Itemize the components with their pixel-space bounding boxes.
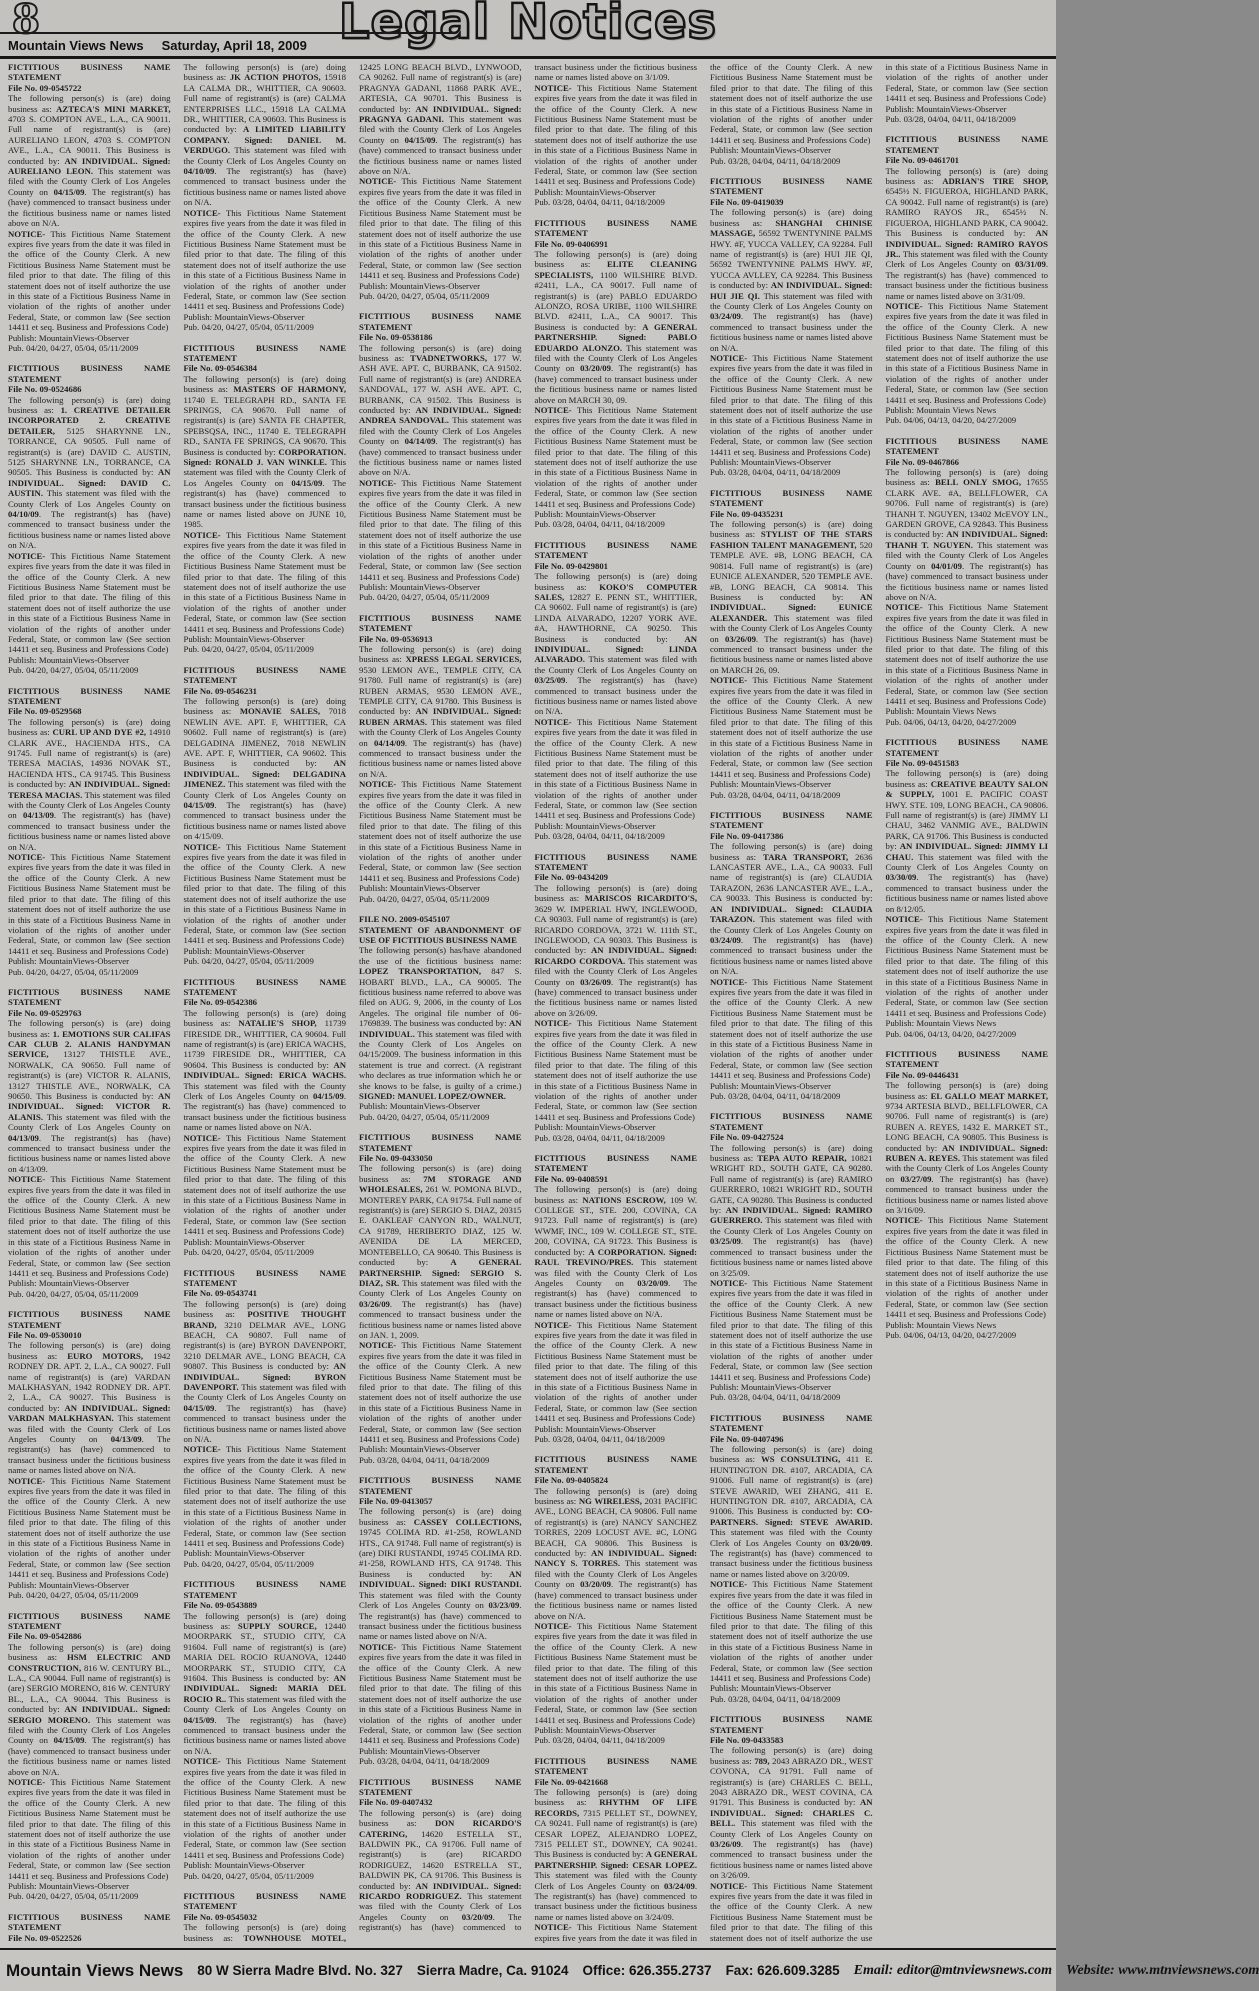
page-number: 8 — [12, 0, 40, 43]
notice-pub-dates: Pub. 04/20, 04/27, 05/04, 05/11/2009 — [8, 342, 139, 353]
notice-publish-line: Publish: MountainViews-Observer — [8, 1579, 130, 1590]
notice-disclaimer: NOTICE- This Fictitious Name Statement expires five years from the date it was filed in the office of the County Clerk. A new Fictitious Business Name Statement must be filed prior to that date. The filing of this statement does not of itself authorize the use in this state of a Fictitious Business Name in violation of the rights of another under Federal, State, or common law (See section 14411 et seq. Business and Professions Code) — [8, 228, 171, 333]
notice-body: The following person(s) is (are) doing business as: JK ACTION PHOTOS, 15918 LA CALMA DR., WHITTIER, CA 90603. Full name of registrant(s) is (are) CALMA ENTERPRISES LLC., 15918 LA CALMA DR., WHITTIER, CA 90603. This Business is conducted by: A LIMITED LIABILITY COMPANY. Signed: DANIEL M. VERDUGO. This statement was filed with the County Clerk of Los Angeles County on 04/10/09. The registrant(s) has (have) commenced to transact business under the fictitious business name or names listed above on N/A. — [183, 62, 347, 208]
notice-body: The following person(s) is (are) doing business as: NATALIE'S SHOP, 11739 FIRESIDE DR., WHITTIER, CA 90604. Full name of registrant(s) is (are) ERICA WACHS, 11739 FIRESIDE DR., WHITTIER, CA 90604. This Business is conducted by: AN INDIVIDUAL. Signed: ERICA WACHS. This statement was filed with the County Clerk of Los Angeles County on 04/15/09. The registrant(s) has (have) commenced to transact business under the fictitious business name or names listed above on N/A. — [183, 1007, 346, 1133]
notice-body: The following person(s) is (are) doing business as: EURO MOTORS, 1942 RODNEY DR. APT. 2, L.A., CA 90027. Full name of registrant(s) is (are) VARDAN MALKHASYAN, 1942 RODNEY DR. APT. 2, L.A., CA 90027. This Business is conducted by: AN INDIVIDUAL. Signed: VARDAN MALKHASYAN. This statement was filed with the County Clerk of Los Angeles County on 04/13/09. The registrant(s) has (have) commenced to transact business under the fictitious business name or names listed above on N/A. — [8, 1340, 171, 1476]
notice-file-number: File No. 09-0538186 — [359, 332, 433, 343]
notice-file-number: File No. 09-0446431 — [885, 1069, 960, 1080]
notice-body: The following person(s) is (are) doing business as: WS CONSULTING, 411 E. HUNTINGTON DR. #107, ARCADIA, CA 91006. Full name of registrant(s) is (are) STEVE AWARID, WEI ZHANG, 411 E. HUNTINGTON DR. #107, ARCADIA, CA 91006. This Business is conducted by: CO-PARTNERS. Signed: STEVE AWARID. This statement was filed with the County Clerk of Los Angeles County on 03/20/09. The registrant(s) has (have) commenced to transact business under the fictitious business name or names listed above on 3/20/09. — [710, 1444, 873, 1579]
notice-publish-line: Publish: MountainViews-Observer — [710, 1080, 832, 1091]
notice-pub-dates: Pub. 04/20, 04/27, 05/04, 05/11/2009 — [359, 893, 490, 904]
notice-pub-dates: Pub. 03/28, 04/04, 04/11, 04/18/2009 — [710, 1392, 841, 1403]
notice-pub-dates: Pub. 03/28, 04/04, 04/11, 04/18/2009 — [359, 1756, 490, 1767]
legal-notice — [535, 1153, 698, 1444]
notice-heading: FICTITIOUS BUSINESS NAME STATEMENT — [534, 217, 697, 239]
legal-notice — [8, 987, 171, 1299]
legal-notice — [359, 311, 522, 602]
notice-file-number: File No. 09-0407432 — [359, 1797, 433, 1808]
page-footer — [0, 1948, 1259, 1991]
notice-publish-line: Publish: MountainViews-Observer — [710, 457, 832, 468]
legal-notice — [8, 1309, 171, 1600]
notice-publish-line: Publish: MountainViews-Observer — [534, 820, 656, 831]
notice-heading: FICTITIOUS BUSINESS NAME STATEMENT — [534, 1454, 697, 1475]
notice-body: The following person(s) is (are) doing business as: 1. EMOTIONS SUR CALIFAS CAR CLUB 2. ALANIS HANDYMAN SERVICE, 13127 THISTLE AVE., NORWALK, CA 90650. Full name of registrant(s) is (are) VICTOR R. ALANIS, 13127 THISTLE AVE., NORWALK, CA 90650. This Business is conducted by: AN INDIVIDUAL. Signed: VICTOR R. ALANIS. This statement was filed with the County Clerk of Los Angeles County on 04/13/09. The registrant(s) has (have) commenced to transact business under the fictitious business name or names listed above on 4/13/09. — [8, 1018, 171, 1174]
notice-heading: FICTITIOUS BUSINESS NAME STATEMENT — [8, 62, 171, 83]
notice-file-number: File No. 09-0522526 — [8, 1932, 82, 1943]
notice-publish-line: Publish: MountainViews-Observer — [359, 1444, 481, 1455]
notice-disclaimer: NOTICE- This Fictitious Name Statement expires five years from the date it was filed in the office of the County Clerk. A new Fictitious Business Name Statement must be filed prior to that date. The filing of this statement does not of itself authorize the use in this state of a Fictitious Business Name in violation of the rights of another under Federal, State, or common law (See section 14411 et seq. Business and Professions Code) — [359, 779, 522, 883]
legal-notice — [359, 914, 522, 1122]
notice-file-number: File No. 09-0408591 — [534, 1173, 609, 1184]
page-header — [0, 0, 1056, 59]
notice-publish-line: Publish: MountainViews-Observer — [183, 311, 305, 322]
notice-publish-line: Publish: MountainViews-Observer — [359, 280, 481, 291]
notice-disclaimer: NOTICE- This Fictitious Name Statement expires five years from the date it was filed in the office of the County Clerk. A new Fictitious Business Name Statement must be filed prior to that date. The filing of this statement does not of itself authorize the use in this state of a Fictitious Business Name in violation of the rights of another under Federal, State, or common law (See section 14411 et seq. Business and Professions Code) — [359, 1641, 522, 1746]
notice-publish-line: Publish: MountainViews-Observer — [534, 1724, 656, 1735]
masthead-row — [0, 32, 456, 55]
notice-disclaimer: NOTICE- This Fictitious Name Statement expires five years from the date it was filed in the office of the County Clerk. A new Fictitious Business Name Statement must be filed prior to that date. The filing of this statement does not of itself authorize the use in this state of a Fictitious Business Name in violation of the rights of another under Federal, State, or common law (See section 14411 et seq. Business and Professions Code) — [534, 1620, 697, 1725]
notice-publish-line: Publish: MountainViews-Observer — [8, 654, 130, 665]
notice-heading: FICTITIOUS BUSINESS NAME STATEMENT — [183, 342, 346, 363]
notice-heading: FICTITIOUS BUSINESS NAME STATEMENT — [534, 1755, 697, 1777]
notice-heading: FICTITIOUS BUSINESS NAME STATEMENT — [183, 976, 346, 997]
notice-body: The following person(s) is (are) doing business as: SHANGHAI CHINISE MASSAGE, 56592 TWENTYNINE PALMS HWY. #F, YUCCA VALLEY, CA 92284. Full name of registrant(s) is (are) HUI JIE QI, 56592 TWENTYNINE PALMS HWY. #F, YUCCA AVLLEY, CA 92284. This Business is conducted by: AN INDIVIDUAL. Signed: HUI JIE QI. This statement was filed with the County Clerk of Los Angeles County on 03/24/09. The registrant(s) has (have) commenced to transact business under the fictitious business name or names listed above on N/A. — [710, 207, 873, 353]
notice-disclaimer: NOTICE- This Fictitious Name Statement expires five years from the date it was filed in the office of the County Clerk. A new Fictitious Business Name Statement must be filed prior to that date. The filing of this statement does not of itself authorize the use in this state of a Fictitious Business Name in violation of the rights of another under Federal, State, or common law (See section 14411 et seq. Business and Professions Code) — [359, 176, 522, 281]
notice-body: The following person(s) is (are) doing business as: HSM ELECTRIC AND CONSTRUCTION, 816 W. CENTURY BL., L.A., CA 90044. Full name of registrant(s) is (are) SERGIO MORENO, 816 W. CENTURY BL., L.A., CA 90044. This Business is conducted by: AN INDIVIDUAL. Signed: SERGIO MORENO. This statement was filed with the County Clerk of Los Angeles County on 04/15/09. The registrant(s) has (have) commenced to transact business under the fictitious business name or names listed above on N/A. — [8, 1641, 171, 1777]
notice-file-number: File No. 09-0413057 — [359, 1496, 433, 1507]
notice-publish-line: Publish: MountainViews-Observer — [534, 509, 656, 520]
notice-file-number: File No. 09-0543741 — [183, 1288, 258, 1299]
notice-heading: FICTITIOUS BUSINESS NAME STATEMENT — [710, 1412, 873, 1434]
notice-disclaimer: NOTICE- This Fictitious Name Statement expires five years from the date it was filed in the office of the County Clerk. A new Fictitious Business Name Statement must be filed prior to that date. The filing of this statement does not of itself authorize the use in this state of a Fictitious Business Name in violation of the rights of another under Federal, State, or common law (See section 14411 et seq. Business and Professions Code) — [885, 914, 1048, 1018]
notice-file-number: File No. 09-0419039 — [710, 196, 784, 207]
notice-publish-line: Publish: MountainViews-Observer — [8, 1278, 130, 1289]
notice-pub-dates: Pub. 04/20, 04/27, 05/04, 05/11/2009 — [183, 956, 314, 967]
legal-notice — [8, 62, 171, 353]
notice-heading: FICTITIOUS BUSINESS NAME STATEMENT — [359, 1776, 522, 1797]
notice-heading: FICTITIOUS BUSINESS NAME STATEMENT — [359, 1132, 522, 1153]
notice-heading: FICTITIOUS BUSINESS NAME STATEMENT — [710, 176, 873, 197]
notice-body: The following person(s) is (are) doing business as: CURL UP AND DYE #2, 14910 CLARK AVE., HACIENDA HTS., CA 91745. Full name of registrant(s) is (are) TERESA MACIAS, 14936 NOVAK ST., HACIENDA HTS., CA 91745. This Business is conducted by: AN INDIVIDUAL. Signed: TERESA MACIAS. This statement was filed with the County Clerk of Los Angeles County on 04/13/09. The registrant(s) has (have) commenced to transact business under the fictitious business name or names listed above on N/A. — [8, 716, 171, 852]
notice-disclaimer: NOTICE- This Fictitious Name Statement expires five years from the date it was filed in the office of the County Clerk. A new Fictitious Business Name Statement must be filed prior to that date. The filing of this statement does not of itself authorize the use in this state of a Fictitious Business Name in violation of the rights of another under Federal, State, or common law (See section 14411 et seq. Business and Professions Code) — [710, 62, 1048, 1943]
footer-email: Email: editor@mtnviewsnews.com — [853, 1962, 1052, 1978]
notice-file-number: File No. 09-0406991 — [534, 238, 609, 249]
legal-notice — [535, 852, 698, 1143]
notice-disclaimer: NOTICE- This Fictitious Name Statement expires five years from the date it was filed in the office of the County Clerk. A new Fictitious Business Name Statement must be filed prior to that date. The filing of this statement does not of itself authorize the use in this state of a Fictitious Business Name in violation of the rights of another under Federal, State, or common law (See section 14411 et seq. Business and Professions Code) — [8, 852, 171, 956]
notice-body: The following person(s) is (are) doing business as: SUPPLY SOURCE, 12440 MOORPARK ST., STUDIO CITY, CA 91604. Full name of registrant(s) is (are) MARIA DEL ROCIO RUANOVA, 12440 MOORPARK ST., STUDIO CITY, CA 91604. This Business is conducted by: AN INDIVIDUAL. Signed: MARIA DEL ROCIO R.. This statement was filed with the County Clerk of Los Angeles County on 04/15/09. The registrant(s) has (have) commenced to transact business under the fictitious business name or names listed above on N/A. — [183, 1610, 347, 1756]
notice-pub-dates: Pub. 04/20, 04/27, 05/04, 05/11/2009 — [183, 644, 314, 655]
notice-disclaimer: NOTICE- This Fictitious Name Statement expires five years from the date it was filed in the office of the County Clerk. A new Fictitious Business Name Statement must be filed prior to that date. The filing of this statement does not of itself authorize the use in this state of a Fictitious Business Name in violation of the rights of another under Federal, State, or common law (See section 14411 et seq. Business and Professions Code) — [885, 602, 1048, 706]
notice-publish-line: Publish: MountainViews-Observer — [8, 956, 130, 967]
legal-notice — [8, 686, 171, 977]
notice-heading: FICTITIOUS BUSINESS NAME STATEMENT — [885, 1048, 1048, 1070]
notice-publish-line: Publish: MountainViews-Observer — [534, 186, 656, 197]
notice-file-number: File No. 09-0545032 — [183, 1911, 258, 1922]
notice-pub-dates: Pub. 04/06, 04/13, 04/20, 04/27/2009 — [885, 1028, 1017, 1039]
notice-heading: FICTITIOUS BUSINESS NAME STATEMENT — [8, 685, 171, 706]
notice-pub-dates: Pub. 03/28, 04/04, 04/11, 04/18/2009 — [710, 1693, 841, 1704]
notice-pub-dates: Pub. 04/20, 04/27, 05/04, 05/11/2009 — [359, 290, 490, 301]
notice-pub-dates: Pub. 03/28, 04/04, 04/11, 04/18/2009 — [885, 114, 1016, 125]
notice-pub-dates: Pub. 04/06, 04/13, 04/20, 04/27/2009 — [885, 415, 1017, 426]
notice-disclaimer: NOTICE- This Fictitious Name Statement expires five years from the date it was filed in the office of the County Clerk. A new Fictitious Business Name Statement must be filed prior to that date. The filing of this statement does not of itself authorize the use in this state of a Fictitious Business Name in violation of the rights of another under Federal, State, or common law (See section 14411 et seq. Business and Professions Code) — [534, 62, 873, 1943]
notice-pub-dates: Pub. 04/20, 04/27, 05/04, 05/11/2009 — [8, 1891, 139, 1902]
notice-file-number: File No. 09-0529763 — [8, 1007, 82, 1018]
notice-body: The following person(s) is (are) doing business as: BELL ONLY SMOG, 17655 CLARK AVE. #A, BELLFLOWER, CA 90706. Full name of registrant(s) is (are) THANH T. NGUYEN, 13402 McEVOY LN., GARDEN GROVE, CA 92843. This Business is conducted by: AN INDIVIDUAL. Signed: THANH T. NGUYEN. This statement was filed with the County Clerk of Los Angeles County on 04/01/09. The registrant(s) has (have) commenced to transact business under the fictitious business name or names listed above on N/A. — [885, 467, 1049, 602]
notice-heading: FICTITIOUS BUSINESS NAME STATEMENT — [710, 1111, 873, 1132]
notice-pub-dates: Pub. 03/28, 04/04, 04/11, 04/18/2009 — [534, 1132, 665, 1143]
notice-disclaimer: NOTICE- This Fictitious Name Statement expires five years from the date it was filed in the office of the County Clerk. A new Fictitious Business Name Statement must be filed prior to that date. The filing of this statement does not of itself authorize the use in this state of a Fictitious Business Name in violation of the rights of another under Federal, State, or common law (See section 14411 et seq. Business and Professions Code) — [183, 841, 346, 946]
notice-heading: FICTITIOUS BUSINESS NAME STATEMENT — [359, 1475, 522, 1496]
notice-file-number: File No. 09-0546231 — [183, 685, 258, 696]
notice-body: The following person(s) is (are) doing business as: NG WIRELESS, 2031 PACIFIC AVE., LONG BEACH, CA 90806. Full name of registrant(s) is (are) NANCY SANCHEZ TORRES, 2209 LOCUST AVE. #C, LONG BEACH, CA 90806. This Business is conducted by: AN INDIVIDUAL. Signed: NANCY S. TORRES. This statement was filed with the County Clerk of Los Angeles County on 03/20/09. The registrant(s) has (have) commenced to transact business under the fictitious business name or names listed above on N/A. — [534, 1485, 698, 1621]
notice-file-number: File No. 09-0536913 — [359, 633, 433, 644]
footer-address-2: Sierra Madre, Ca. 91024 — [416, 1963, 569, 1978]
notice-file-number: File No. 09-0434209 — [534, 872, 609, 883]
legal-notice — [710, 1413, 873, 1704]
notice-file-number: File No. 09-0405824 — [534, 1475, 609, 1486]
notice-heading: FICTITIOUS BUSINESS NAME STATEMENT — [359, 612, 522, 634]
notice-disclaimer: NOTICE- This Fictitious Name Statement expires five years from the date it was filed in the office of the County Clerk. A new Fictitious Business Name Statement must be filed prior to that date. The filing of this statement does not of itself authorize the use in this state of a Fictitious Business Name in violation of the rights of another under Federal, State, or common law (See section 14411 et seq. Business and Professions Code) — [359, 477, 522, 582]
notice-publish-line: Publish: Mountain Views News — [885, 1319, 997, 1330]
notice-disclaimer: NOTICE- This Fictitious Name Statement expires five years from the date it was filed in the office of the County Clerk. A new Fictitious Business Name Statement must be filed prior to that date. The filing of this statement does not of itself authorize the use in this state of a Fictitious Business Name in violation of the rights of another under Federal, State, or common law (See section 14411 et seq. Business and Professions Code) — [534, 82, 697, 187]
notice-file-number: File No. 09-0545722 — [8, 82, 82, 93]
notice-publish-line: Publish: Mountain Views News — [885, 706, 997, 717]
notice-pub-dates: Pub. 04/20, 04/27, 05/04, 05/11/2009 — [359, 592, 490, 603]
notice-disclaimer: NOTICE- This Fictitious Name Statement expires five years from the date it was filed in the office of the County Clerk. A new Fictitious Business Name Statement must be filed prior to that date. The filing of this statement does not of itself authorize the use in this state of a Fictitious Business Name in violation of the rights of another under Federal, State, or common law (See section 14411 et seq. Business and Professions Code) — [534, 716, 697, 821]
notice-file-number: File No. 09-0427524 — [710, 1132, 784, 1143]
notice-pub-dates: Pub. 04/06, 04/13, 04/20, 04/27/2009 — [885, 1329, 1017, 1340]
notice-pub-dates: Pub. 04/06, 04/13, 04/20, 04/27/2009 — [885, 716, 1017, 727]
notice-disclaimer: NOTICE- This Fictitious Name Statement expires five years from the date it was filed in the office of the County Clerk. A new Fictitious Business Name Statement must be filed prior to that date. The filing of this statement does not of itself authorize the use in this state of a Fictitious Business Name in violation of the rights of another under Federal, State, or common law (See section 14411 et seq. Business and Professions Code) — [710, 352, 873, 457]
footer-address-1: 80 W Sierra Madre Blvd. No. 327 — [197, 1963, 403, 1978]
footer-office-phone: Office: 626.355.2737 — [582, 1963, 712, 1978]
footer-fax-phone: Fax: 626.609.3285 — [725, 1963, 840, 1978]
legal-notice — [184, 1268, 347, 1570]
notice-disclaimer: NOTICE- This Fictitious Name Statement expires five years from the date it was filed in the office of the County Clerk. A new Fictitious Business Name Statement must be filed prior to that date. The filing of this statement does not of itself authorize the use in this state of a Fictitious Business Name in violation of the rights of another under Federal, State, or common law (See section 14411 et seq. Business and Professions Code) — [534, 1018, 697, 1122]
notice-pub-dates: Pub. 03/28, 04/04, 04/11, 04/18/2009 — [359, 1454, 490, 1465]
legal-notice — [886, 134, 1049, 425]
notice-pub-dates: Pub. 04/20, 04/27, 05/04, 05/11/2009 — [8, 665, 139, 676]
notice-disclaimer: NOTICE- This Fictitious Name Statement expires five years from the date it was filed in the office of the County Clerk. A new Fictitious Business Name Statement must be filed prior to that date. The filing of this statement does not of itself authorize the use in this state of a Fictitious Business Name in violation of the rights of another under Federal, State, or common law (See section 14411 et seq. Business and Professions Code) — [183, 1756, 346, 1860]
legal-notice — [710, 488, 873, 800]
notice-disclaimer: NOTICE- This Fictitious Name Statement expires five years from the date it was filed in the office of the County Clerk. A new Fictitious Business Name Statement must be filed prior to that date. The filing of this statement does not of itself authorize the use in this state of a Fictitious Business Name in violation of the rights of another under Federal, State, or common law (See section 14411 et seq. Business and Professions Code) — [885, 300, 1048, 405]
section-title: Legal Notices — [338, 0, 718, 50]
notice-file-number: File No. 09-0429801 — [534, 560, 609, 571]
notice-disclaimer: NOTICE- This Fictitious Name Statement expires five years from the date it was filed in the office of the County Clerk. A new Fictitious Business Name Statement must be filed prior to that date. The filing of this statement does not of itself authorize the use in this state of a Fictitious Business Name in violation of the rights of another under Federal, State, or common law (See section 14411 et seq. Business and Professions Code) — [710, 675, 873, 779]
notice-disclaimer: NOTICE- This Fictitious Name Statement expires five years from the date it was filed in the office of the County Clerk. A new Fictitious Business Name Statement must be filed prior to that date. The filing of this statement does not of itself authorize the use in this state of a Fictitious Business Name in violation of the rights of another under Federal, State, or common law (See section 14411 et seq. Business and Professions Code) — [359, 1340, 522, 1444]
notice-heading: FICTITIOUS BUSINESS NAME STATEMENT — [534, 851, 697, 873]
notice-publish-line: Publish: MountainViews-Observer — [359, 581, 481, 592]
notice-disclaimer: NOTICE- This Fictitious Name Statement expires five years from the date it was filed in the office of the County Clerk. A new Fictitious Business Name Statement must be filed prior to that date. The filing of this statement does not of itself authorize the use in this state of a Fictitious Business Name in violation of the rights of another under Federal, State, or common law (See section 14411 et seq. Business and Professions Code) — [183, 1132, 346, 1237]
notice-pub-dates: Pub. 03/28, 04/04, 04/11, 04/18/2009 — [710, 155, 841, 166]
notice-publish-line: Publish: Mountain Views News — [885, 1018, 997, 1029]
issue-date: Saturday, April 18, 2009 — [161, 38, 307, 53]
notice-body: The following person(s) is (are) doing business as: 7M STORAGE AND WHOLESALES, 261 W. POMONA BLVD., MONTEREY PARK, CA 91754. Full name of registrant(s) is (are) SERGIO S. DIAZ, 20315 E. OAKLEAF CANYON RD., WALNUT, CA 91789, HERIBERTO DIAZ, 125 W. AVENIDA DE LA MERCED, MONTEBELLO, CA 90640. This Business is conducted by: A GENERAL PARTNERSHIP. Signed: SERGIO S. DIAZ, SR. This statement was filed with the County Clerk of Los Angeles County on 03/26/09. The registrant(s) has (have) commenced to transact business under the fictitious business name or names listed above on JAN. 1, 2009. — [359, 1163, 522, 1340]
notice-heading: FICTITIOUS BUSINESS NAME STATEMENT — [710, 1714, 873, 1735]
notice-publish-line: Publish: MountainViews-Observer — [183, 1236, 305, 1247]
notice-pub-dates: Pub. 04/20, 04/27, 05/04, 05/11/2009 — [183, 1870, 314, 1881]
notice-publish-line: Publish: MountainViews-Observer — [710, 1381, 832, 1392]
notice-publish-line: Publish: MountainViews-Observer — [710, 779, 832, 790]
legal-notice — [359, 1132, 522, 1465]
legal-notice — [535, 1454, 698, 1745]
footer-paper-name: Mountain Views News — [6, 1960, 184, 1980]
notice-body: The following person(s) is (are) doing business as: NATIONS ESCROW, 109 W. COLLEGE ST., STE. 200, COVINA, CA 91723. Full name of registrant(s) is (are) WWMF, INC., 109 W. COLLEGE ST., STE. 200, COVINA, CA 91723. This Business is conducted by: A CORPORATION. Signed: RAUL TREVINO/PRES. This statement was filed with the County Clerk of Los Angeles County on 03/20/09. The registrant(s) has (have) commenced to transact business under the fictitious business name or names listed above on N/A. — [534, 1184, 697, 1320]
notice-body: The following person(s) is (are) doing business as: EL GALLO MEAT MARKET, 9734 ARTESIA BLVD., BELLFLOWER, CA 90706. Full name of registrant(s) is (are) RUBEN A. REYES, 1432 E. MARKET ST., LONG BEACH, CA 90805. This Business is conducted by: AN INDIVIDUAL. Signed: RUBEN A. REYES. This statement was filed with the County Clerk of Los Angeles County on 03/27/09. The registrant(s) has (have) commenced to transact business under the fictitious business name or names listed above on 3/16/09. — [885, 1080, 1049, 1216]
legal-notice — [535, 218, 698, 530]
legal-notice — [184, 977, 347, 1258]
notice-pub-dates: Pub. 03/28, 04/04, 04/11, 04/18/2009 — [710, 1091, 841, 1101]
notice-publish-line: Publish: MountainViews-Observer — [534, 1122, 656, 1133]
notice-disclaimer: NOTICE- This Fictitious Name Statement expires five years from the date it was filed in the office of the County Clerk. A new Fictitious Business Name Statement must be filed prior to that date. The filing of this statement does not of itself authorize the use in this state of a Fictitious Business Name in violation of the rights of another under Federal, State, or common law (See section 14411 et seq. Business and Professions Code) — [710, 1277, 873, 1382]
notice-publish-line: Publish: Mountain Views News — [885, 405, 997, 415]
notice-file-number: File No. 09-0530010 — [8, 1329, 82, 1340]
notice-publish-line: Publish: MountainViews-Observer — [8, 1881, 130, 1892]
notice-publish-line: Publish: MountainViews-Observer — [183, 633, 305, 644]
notice-heading: FICTITIOUS BUSINESS NAME STATEMENT — [8, 986, 171, 1008]
notice-heading: FICTITIOUS BUSINESS NAME STATEMENT — [534, 539, 697, 561]
notice-pub-dates: Pub. 03/28, 04/04, 04/11, 04/18/2009 — [534, 1735, 665, 1746]
notice-disclaimer: NOTICE- This Fictitious Name Statement expires five years from the date it was filed in the office of the County Clerk. A new Fictitious Business Name Statement must be filed prior to that date. The filing of this statement does not of itself authorize the use in this state of a Fictitious Business Name in violation of the rights of another under Federal, State, or common law (See section 14411 et seq. Business and Professions Code) — [8, 550, 171, 655]
notice-publish-line: Publish: MountainViews-Observer — [710, 145, 832, 156]
notice-disclaimer: NOTICE- This Fictitious Name Statement expires five years from the date it was filed in the office of the County Clerk. A new Fictitious Business Name Statement must be filed prior to that date. The filing of this statement does not of itself authorize the use in this state of a Fictitious Business Name in violation of the rights of another under Federal, State, or common law (See section 14411 et seq. Business and Professions Code) — [8, 1475, 171, 1580]
notice-body: The following person(s) is (are) doing business as: MARISCOS RICARDITO'S, 3629 W. IMPERIAL HWY, INGLEWOOD, CA 90303. Full name of registrant(s) is (are) RICARDO CORDOVA, 3721 W. 111th ST., INGLEWOOD, CA 90303. This Business is conducted by: AN INDIVIDUAL. Signed: RICARDO CORDOVA. This statement was filed with the County Clerk of Los Angeles County on 03/26/09. The registrant(s) has (have) commenced to transact business under the fictitious business name or names listed above on 3/26/09. — [534, 882, 697, 1018]
legal-notice — [359, 1475, 522, 1766]
notice-pub-dates: Pub. 03/28, 04/04, 04/11, 04/18/2009 — [534, 831, 665, 842]
notice-publish-line: Publish: MountainViews-Observer — [183, 1548, 305, 1559]
legal-notice — [886, 737, 1049, 1039]
notice-body: The following person(s) is (are) doing business as: TARA TRANSPORT, 2636 LANCASTER AVE., L.A., CA 90033. Full name of registrant(s) is (are) CLAUDIA TARAZON, 2636 LANCASTER AVE., L.A., CA 90033. This Business is conducted by: AN INDIVIDUAL. Signed: CLAUDIA TARAZON. This statement was filed with the County Clerk of Los Angeles County on 03/24/09. The registrant(s) has (have) commenced to transact business under the fictitious business name or names listed above on N/A. — [710, 841, 873, 977]
notice-body: The following person(s) is (are) doing business as: TEPA AUTO REPAIR, 10821 WRIGHT RD., SOUTH GATE, CA 90280. Full name of registrant(s) is (are) RAMIRO GUERRERO, 10821 WRIGHT RD., SOUTH GATE, CA 90280. This Business is conducted by: AN INDIVIDUAL. Signed: RAMIRO GUERRERO. This statement was filed with the County Clerk of Los Angeles County on 03/25/09. The registrant(s) has (have) commenced to transact business under the fictitious business name or names listed above on 3/25/09. — [710, 1142, 873, 1278]
notice-pub-dates: Pub. 04/20, 04/27, 05/04, 05/11/2009 — [8, 1288, 139, 1299]
notice-body: The following person(s) is (are) doing business as: TVADNETWORKS, 177 W. ASH AVE. APT. C, BURBANK, CA 91502. Full name of registrant(s) is (are) ANDREA SANDOVAL, 177 W. ASH AVE. APT. C, BURBANK, CA 91502. This Business is conducted by: AN INDIVIDUAL. Signed: ANDREA SANDOVAL. This statement was filed with the County Clerk of Los Angeles County on 04/14/09. The registrant(s) has (have) commenced to transact business under the fictitious business name or names listed above on N/A. — [359, 342, 522, 478]
notice-publish-line: Publish: MountainViews-Observer — [8, 332, 130, 343]
legal-notice — [184, 343, 347, 655]
notice-file-number: File No. 09-0451583 — [885, 758, 960, 768]
notice-heading: FICTITIOUS BUSINESS NAME STATEMENT — [8, 1610, 171, 1631]
legal-notice — [8, 363, 171, 675]
notice-publish-line: Publish: MountainViews-Observer — [534, 1423, 656, 1434]
notice-file-number: File No. 09-0467866 — [885, 456, 960, 467]
notice-pub-dates: Pub. 04/20, 04/27, 05/04, 05/11/2009 — [8, 966, 139, 977]
notice-heading: FICTITIOUS BUSINESS NAME STATEMENT — [885, 737, 1048, 758]
notice-body: The following person(s) is (are) doing business as: ELITE CLEANING SPECIALISTS, 1100 WILSHIRE BLVD. #2411, L.A., CA 90017. Full name of registrant(s) is (are) PABLO EDUARDO ALONZO, ROSA URIBE, 1100 WILSHIRE BLVD. #2411, L.A., CA 90017. This Business is conducted by: A GENERAL PARTNERSHIP. Signed: PABLO EDUARDO ALONZO. This statement was filed with the County Clerk of Los Angeles County on 03/20/09. The registrant(s) has (have) commenced to transact business under the fictitious business name or names listed above on MARCH 30, 09. — [534, 248, 697, 405]
notice-publish-line: Publish: MountainViews-Observer — [183, 945, 305, 956]
notice-pub-dates: Pub. 04/20, 04/27, 05/04, 05/11/2009 — [183, 1558, 314, 1569]
notice-publish-line: Publish: MountainViews-Observer — [710, 1683, 832, 1694]
notice-pub-dates: Pub. 03/28, 04/04, 04/11, 04/18/2009 — [534, 519, 665, 530]
notice-body: The following person(s) is (are) doing business as: MASTERS OF HARMONY, 11740 E. TELEGRAPH RD., SANTA FE SPRINGS, CA 90670. Full name of registrant(s) is (are) SANTA FE CHAPTER, SPEBSQSA, INC., 11740 E. TELEGRAPH RD., SANTA FE SPRINGS, CA 90670. This Business is conducted by: CORPORATION. Signed: RONALD J. VAN WINKLE. This statement was filed with the County Clerk of Los Angeles County on 04/15/09. The registrant(s) has (have) commenced to transact business under the fictitious business name or names listed above on JUNE 10, 1985. — [183, 373, 347, 530]
notice-publish-line: Publish: MountainViews-Observer — [359, 1745, 481, 1756]
notice-body: The following person(s) is (are) doing business as: STYLIST OF THE STARS FASHION TALENT MANAGEMENT, 520 TEMPLE AVE. #B, LONG BEACH, CA 90814. Full name of registrant(s) is (are) EUNICE ALEXANDER, 520 TEMPLE AVE. #B, LONG BEACH, CA 90814. This Business is conducted by: AN INDIVIDUAL. Signed: EUNICE ALEXANDER. This statement was filed with the County Clerk of Los Angeles County on 03/26/09. The registrant(s) has (have) commenced to transact business under the fictitious business name or names listed above on MARCH 26, 09. — [710, 519, 873, 675]
notice-heading: FICTITIOUS BUSINESS NAME STATEMENT — [183, 1579, 346, 1600]
notice-pub-dates: Pub. 04/20, 04/27, 05/04, 05/11/2009 — [8, 1590, 139, 1601]
legal-notice — [710, 176, 873, 478]
notice-pub-dates: Pub. 03/28, 04/04, 04/11, 04/18/2009 — [534, 1434, 665, 1444]
notice-body: The following person(s) is (are) doing business as: XPRESS LEGAL SERVICES, 9530 LEMON AVE., TEMPLE CITY, CA 91780. Full name of registrant(s) is (are) RUBEN ARMAS, 9530 LEMON AVE., TEMPLE CITY, CA 91780. This Business is conducted by: AN INDIVIDUAL. Signed: RUBEN ARMAS. This statement was filed with the County Clerk of Los Angeles County on 04/14/09. The registrant(s) has (have) commenced to transact business under the fictitious business name or names listed above on N/A. — [359, 643, 522, 779]
notice-heading: FICTITIOUS BUSINESS NAME STATEMENT — [183, 664, 346, 686]
notice-file-number: File No. 09-0529568 — [8, 706, 82, 717]
notice-heading: FICTITIOUS BUSINESS NAME STATEMENT — [183, 1267, 346, 1288]
notice-disclaimer: NOTICE- This Fictitious Name Statement expires five years from the date it was filed in the office of the County Clerk. A new Fictitious Business Name Statement must be filed prior to that date. The filing of this statement does not of itself authorize the use in this state of a Fictitious Business Name in violation of the rights of another under Federal, State, or common law (See section 14411 et seq. Business and Professions Code) — [8, 1174, 171, 1278]
notice-file-number: File No. 09-0417386 — [710, 830, 784, 841]
masthead: Mountain Views News — [8, 38, 144, 53]
notice-body: The following person(s) is (are) doing business as: POSITIVE THOUGHT BRAND, 3210 DELMAR AVE., LONG BEACH, CA 90807. Full name of registrant(s) is (are) BYRON DAVENPORT, 3210 DELMAR AVE., LONG BEACH, CA 90807. This Business is conducted by: AN INDIVIDUAL. Signed: BYRON DAVENPORT. This statement was filed with the County Clerk of Los Angeles County on 04/15/09. The registrant(s) has (have) commenced to transact business under the fictitious business name or names listed above on N/A. — [183, 1298, 346, 1444]
notice-heading: FICTITIOUS BUSINESS NAME STATEMENT — [885, 134, 1048, 155]
legal-notice — [710, 1111, 873, 1402]
notice-heading: FICTITIOUS BUSINESS NAME STATEMENT — [8, 363, 171, 384]
notice-file-number: File No. 09-0435231 — [710, 508, 784, 519]
notice-disclaimer: NOTICE- This Fictitious Name Statement expires five years from the date it was filed in the office of the County Clerk. A new Fictitious Business Name Statement must be filed prior to that date. The filing of this statement does not of itself authorize the use in this state of a Fictitious Business Name in violation of the rights of another under Federal, State, or common law (See section 14411 et seq. Business and Professions Code) — [534, 405, 697, 509]
notice-disclaimer: NOTICE- This Fictitious Name Statement expires five years from the date it was filed in the office of the County Clerk. A new Fictitious Business Name Statement must be filed prior to that date. The filing of this statement does not of itself authorize the use in this state of a Fictitious Business Name in violation of the rights of another under Federal, State, or common law (See section 14411 et seq. Business and Professions Code) — [710, 1579, 873, 1683]
notice-body: The following person(s) is (are) doing business as: 789, 2043 ABRAZO DR., WEST COVONA, CA 91791. Full name of registrant(s) is (are) CHARLES C. BELL, 2043 ABRAZO DR., WEST COVINA, CA 91791. This Business is conducted by: AN INDIVIDUAL. Signed: CHARLES C. BELL. This statement was filed with the County Clerk of Los Angeles County on 03/26/09. The registrant(s) has (have) commenced to transact business under the fictitious business name or names listed above on 3/26/09. — [710, 1745, 873, 1881]
notice-body: The following person(s) is (are) doing business as: 1. CREATIVE DETAILER INCORPORATED 2. CREATIVE DETAILER, 5125 SHARYNNE LN., TORRANCE, CA 90505. Full name of registrant(s) is (are) DAVID C. AUSTIN, 5125 SHARYNNE LN., TORRANCE, CA 90505. This Business is conducted by: AN INDIVIDUAL. Signed: DAVID C. AUSTIN. This statement was filed with the County Clerk of Los Angeles County on 04/10/09. The registrant(s) has (have) commenced to transact business under the fictitious business name or names listed above on N/A. — [8, 394, 171, 551]
notice-file-number: File No. 09-0407496 — [710, 1433, 784, 1444]
notice-file-number: File No. 09-0543889 — [183, 1600, 258, 1611]
notice-heading: FICTITIOUS BUSINESS NAME STATEMENT — [8, 1911, 171, 1933]
notice-disclaimer: NOTICE- This Fictitious Name Statement expires five years from the date it was filed in the office of the County Clerk. A new Fictitious Business Name Statement must be filed prior to that date. The filing of this statement does not of itself authorize the use in this state of a Fictitious Business Name in violation of the rights of another under Federal, State, or common law (See section 14411 et seq. Business and Professions Code) — [183, 1444, 346, 1549]
legal-notice — [710, 810, 873, 1101]
notice-heading: FICTITIOUS BUSINESS NAME STATEMENT — [359, 311, 522, 332]
notice-disclaimer: NOTICE- This Fictitious Name Statement expires five years from the date it was filed in the office of the County Clerk. A new Fictitious Business Name Statement must be filed prior to that date. The filing of this statement does not of itself authorize the use in this state of a Fictitious Business Name in violation of the rights of another under Federal, State, or common law (See section 14411 et seq. Business and Professions Code) — [710, 976, 873, 1081]
notice-body: The following person(s) is (are) doing business as: AZTECA'S MINI MARKET, 4703 S. COMPTON AVE., L.A., CA 90011. Full name of registrant(s) is (are) AURELIANO LEON, 4703 S. COMPTON AVE., L.A., CA 90011. This Business is conducted by: AN INDIVIDUAL. Signed: AURELIANO LEON. This statement was filed with the County Clerk of Los Angeles County on 04/15/09. The registrant(s) has (have) commenced to transact business under the fictitious business name or names listed above on N/A. — [8, 93, 171, 229]
notice-file-number: File No. 09-0461701 — [885, 155, 960, 166]
notice-heading: FICTITIOUS BUSINESS NAME STATEMENT — [183, 1891, 346, 1912]
notice-body: The following person(s) is (are) doing business as: ADRIAN'S TIRE SHOP, 6545½ N. FIGUEROA, HIGHLAND PARK, CA 90042. Full name of registrant(s) is (are) RAMIRO RAYOS JR., 6545½ N. FIGUEROA, HIGHLAND PARK, CA 90042. This Business is conducted by: AN INDIVIDUAL. Signed: RAMIRO RAYOS JR.. This statement was filed with the County Clerk of Los Angeles County on 03/31/09. The registrant(s) has (have) commenced to transact business under the fictitious business name or names listed above on 3/31/09. — [885, 165, 1049, 301]
notice-file-number: File No. 09-0433050 — [359, 1153, 433, 1164]
notice-heading: FICTITIOUS BUSINESS NAME STATEMENT — [534, 1153, 697, 1174]
notice-body: The following person(s) is (are) doing business as: MONAVIE SALES, 7018 NEWLIN AVE. APT. F, WHITTIER, CA 90602. Full name of registrant(s) is (are) DELGADINA JIMENEZ, 7018 NEWLIN AVE. APT. F, WHITTIER, CA 90602. This Business is conducted by: AN INDIVIDUAL. Signed: DELGADINA JIMENEZ. This statement was filed with the County Clerk of Los Angeles County on 04/15/09. The registrant(s) has (have) commenced to transact business under the fictitious business name or names listed above on 4/15/09. — [183, 695, 346, 842]
notice-disclaimer: NOTICE- This Fictitious Name Statement expires five years from the date it was filed in the office of the County Clerk. A new Fictitious Business Name Statement must be filed prior to that date. The filing of this statement does not of itself authorize the use in this state of a Fictitious Business Name in violation of the rights of another under Federal, State, or common law (See section 14411 et seq. Business and Professions Code) — [8, 1777, 171, 1881]
legal-notice — [535, 540, 698, 842]
legal-notice — [8, 1611, 171, 1902]
notice-publish-line: Publish: MountainViews-Observer — [183, 1860, 305, 1871]
legal-notice — [184, 665, 347, 967]
notice-body: The following person(s) is (are) doing business as: CREATIVE BEAUTY SALON & SUPPLY, 1001 E. PACIFIC COAST HWY. STE. 109, LONG BEACH., CA 90806. Full name of registrant(s) is (are) JIMMY LI CHAU, 3462 VANMIG AVE., BALDWIN PARK, CA 91706. This Business is conducted by: AN INDIVIDUAL. Signed: JIMMY LI CHAU. This statement was filed with the County Clerk of Los Angeles County on 03/30/09. The registrant(s) has (have) commenced to transact business under the fictitious business name or names listed above on 8/12/05. — [885, 768, 1048, 914]
notice-file-number: FILE NO. 2009-0545107 — [359, 914, 450, 925]
notice-pub-dates: Pub. 03/28, 04/04, 04/11, 04/18/2009 — [710, 467, 841, 478]
notice-body: The following person(s) is (are) doing business as: TOWNHOUSE MOTEL, 12425 LONG BEACH BLVD., LYNWOOD, CA 90262. Full name of registrant(s) is (are) PRAGNYA GADANI, 11868 PARK AVE., ARTESIA, CA 90701. This Business is conducted by: AN INDIVIDUAL. Signed: PRAGNYA GADANI. This statement was filed with the County Clerk of Los Angeles County on 04/15/09. The registrant(s) has (have) commenced to transact business under the fictitious business name or names listed above on N/A. — [183, 62, 522, 1943]
notice-pub-dates: Pub. 03/28, 04/04, 04/11, 04/18/2009 — [534, 197, 665, 208]
notice-file-number: File No. 09-0542886 — [8, 1631, 82, 1642]
notice-disclaimer: NOTICE- This Fictitious Name Statement expires five years from the date it was filed in the office of the County Clerk. A new Fictitious Business Name Statement must be filed prior to that date. The filing of this statement does not of itself authorize the use in this state of a Fictitious Business Name in violation of the rights of another under Federal, State, or common law (See section 14411 et seq. Business and Professions Code) — [885, 1215, 1048, 1320]
notice-disclaimer: NOTICE- This Fictitious Name Statement expires five years from the date it was filed in the office of the County Clerk. A new Fictitious Business Name Statement must be filed prior to that date. The filing of this statement does not of itself authorize the use in this state of a Fictitious Business Name in violation of the rights of another under Federal, State, or common law (See section 14411 et seq. Business and Professions Code) — [183, 207, 346, 312]
notice-file-number: File No. 09-0546384 — [183, 363, 258, 374]
notice-file-number: File No. 09-0433583 — [710, 1734, 784, 1745]
notice-body: The following person(s) is (are) doing business as: RHYTHM OF LIFE RECORDS, 7315 PELLET ST., DOWNEY, CA 90241. Full name of registrant(s) is (are) CESAR LOPEZ, ALEJANDRO LOPEZ, 7315 PELLET ST., DOWNEY, CA 90241. This Business is conducted by: A GENERAL PARTNERSHIP. Signed: CESAR LOPEZ. This statement was filed with the County Clerk of Los Angeles County on 03/24/09. The registrant(s) has (have) commenced to transact business under the fictitious business name or names listed above on 3/24/09. — [534, 1787, 697, 1922]
notice-heading: FICTITIOUS BUSINESS NAME STATEMENT — [885, 435, 1048, 457]
legal-notice — [359, 613, 522, 904]
notice-pub-dates: Pub. 03/28, 04/04, 04/11, 04/18/2009 — [710, 789, 841, 800]
notice-publish-line: Publish: MountainViews-Observer — [885, 103, 1007, 114]
notice-body: The following person(s) is (are) doing business as: DON RICARDO'S CATERING, 14620 ESTELLA ST., BALDWIN PK., CA 91706. Full name of registrant(s) is (are) RICARDO RODRIGUEZ, 14620 ESTRELLA ST., BALDWIN PK, CA 91706. This Business is conducted by: AN INDIVIDUAL. Signed: RICARDO RODRIGUEZ. This statement was filed with the County Clerk of Los Angeles County on 03/20/09. The registrant(s) has (have) commenced to transact business under the fictitious business name or names listed above on 3/1/09. — [359, 62, 697, 1933]
notice-body: The following person(s) is (are) doing business as: KOKO'S COMPUTER SALES, 12827 E. PENN ST., WHITTIER, CA 90602. Full name of registrant(s) is (are) LINDA ALVARADO, 12207 YORK AVE. #A, HAWTHORNE, CA 90250. This Business is conducted by: AN INDIVIDUAL. Signed: LINDA ALVARADO. This statement was filed with the County Clerk of Los Angeles County on 03/25/09. The registrant(s) has (have) commenced to transact business under the fictitious business name or names listed above on N/A. — [534, 571, 697, 717]
notice-heading: FICTITIOUS BUSINESS NAME STATEMENT — [8, 1309, 171, 1330]
notice-disclaimer: NOTICE- This Fictitious Name Statement expires five years from the date it was filed in the office of the County Clerk. A new Fictitious Business Name Statement must be filed prior to that date. The filing of this statement does not of itself authorize the use in this state of a Fictitious Business Name in violation of the rights of another under Federal, State, or common law (See section 14411 et seq. Business and Professions Code) — [534, 1319, 697, 1424]
notices-flow — [8, 62, 1048, 1948]
legal-notice — [886, 436, 1049, 727]
notice-file-number: File No. 09-0524686 — [8, 384, 82, 395]
legal-notice — [886, 1049, 1049, 1340]
notice-file-number: File No. 09-0542386 — [183, 997, 258, 1008]
notice-publish-line: Publish: MountainViews-Observer — [359, 883, 481, 894]
notice-pub-dates: Pub. 04/20, 04/27, 05/04, 05/11/2009 — [183, 322, 314, 333]
notice-body: The following person(s) has/have abandoned the use of the fictitious business name: LOPEZ TRANSPORTATION, 847 S. HOBART BLVD., L.A., CA 90005. The fictitious business name referred to above was filed on AUG. 9, 2006, in the county of Los Angeles. The original file number of 06-1769839. The business was conducted by: AN INDIVIDUAL. This statement was filed with the County Clerk of Los Angeles on 04/15/2009. The business information in this statement is true and correct. (A registrant who declares as true information which he or she knows to be false, is guilty of a crime.) SIGNED: MANUEL LOPEZ/OWNER. — [359, 945, 522, 1101]
footer-website: Website: www.mtnviewsnews.com — [1065, 1962, 1259, 1978]
notice-publish-line: Publish: MountainViews-Observer — [359, 1101, 481, 1112]
notice-pub-dates: Pub. 04/20, 04/27, 05/04, 05/11/2009 — [183, 1247, 314, 1258]
notice-pub-dates: Pub. 04/20, 04/27, 05/04, 05/11/2009 — [359, 1111, 490, 1122]
notice-body: The following person(s) is (are) doing business as: CASSEY COLLECTIONS, 19745 COLIMA RD. #1-258, ROWLAND HTS., CA 91748. Full name of registrant(s) is (are) DIKI RUSTANDI, 19745 COLIMA RD. #1-258, ROWLAND HTS, CA 91748. This Business is conducted by: AN INDIVIDUAL. Signed: DIKI RUSTANDI. This statement was filed with the County Clerk of Los Angeles County on 03/23/09. The registrant(s) has (have) commenced to transact business under the fictitious business name or names listed above on N/A. — [359, 1506, 522, 1642]
notice-heading: FICTITIOUS BUSINESS NAME STATEMENT — [710, 810, 873, 831]
notice-disclaimer: NOTICE- This Fictitious Name Statement expires five years from the date it was filed in the office of the County Clerk. A new Fictitious Business Name Statement must be filed prior to that date. The filing of this statement does not of itself authorize the use in this state of a Fictitious Business Name in violation of the rights of another under Federal, State, or common law (See section 14411 et seq. Business and Professions Code) — [183, 529, 346, 634]
notice-heading: STATEMENT OF ABANDONMENT OF USE OF FICTITIOUS BUSINESS NAME — [359, 924, 522, 945]
notice-file-number: File No. 09-0421668 — [534, 1776, 609, 1787]
notice-heading: FICTITIOUS BUSINESS NAME STATEMENT — [710, 487, 873, 509]
legal-notice — [184, 1579, 347, 1881]
